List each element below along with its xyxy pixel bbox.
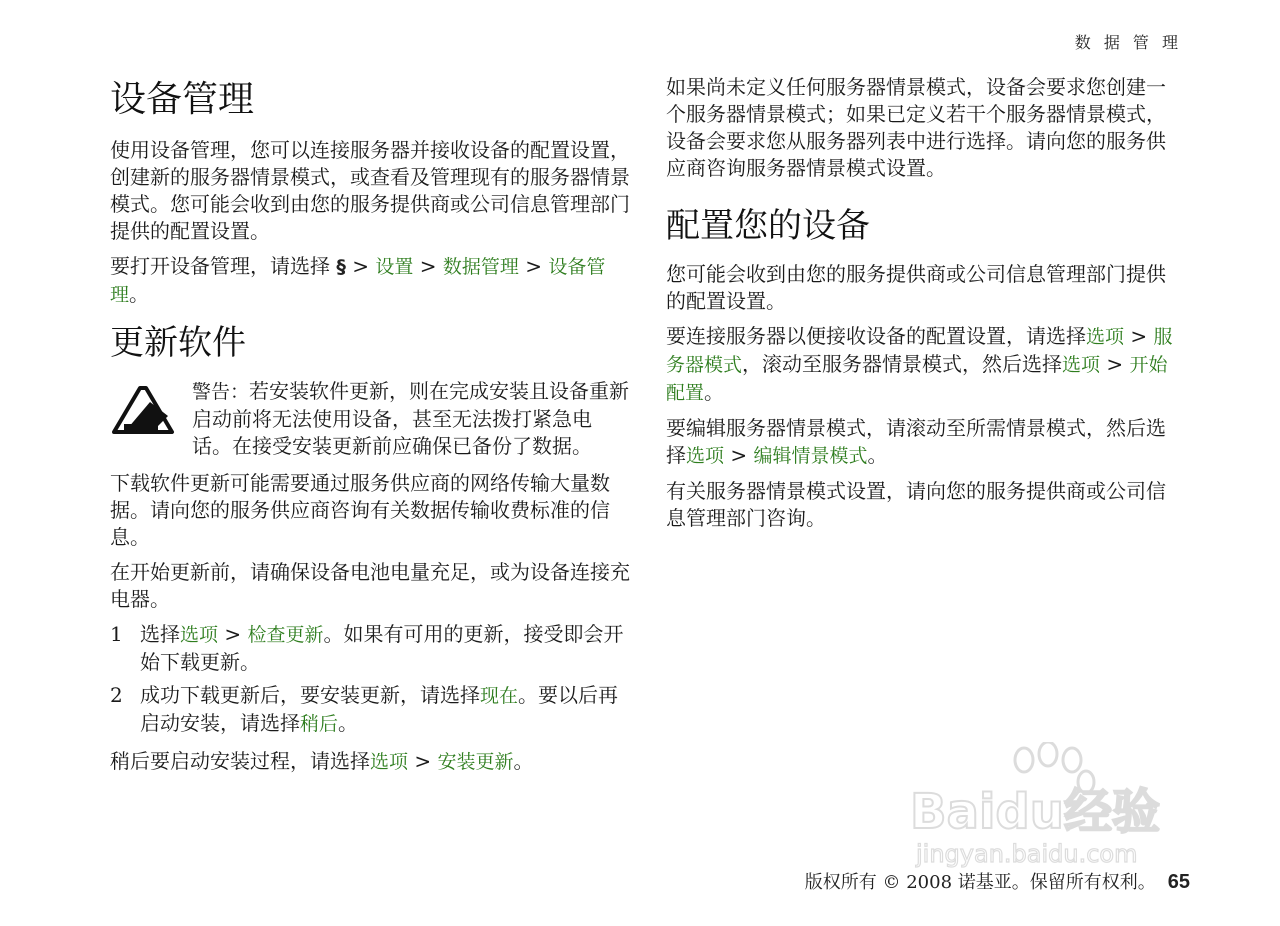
menu-edit-profile: 编辑情景模式 <box>753 444 868 467</box>
text-prefix: 稍后要启动安装过程，请选择 <box>110 748 370 773</box>
menu-options: 选项 <box>1086 325 1125 348</box>
list-item <box>110 621 630 676</box>
copyright-text: 版权所有 © 2008 诺基亚。保留所有权利。 <box>804 872 1156 893</box>
menu-device-manager: 设备管理 <box>110 256 606 307</box>
right-column <box>666 74 1178 540</box>
menu-settings: 设置 <box>375 256 414 279</box>
step-suffix: 。 <box>338 710 359 735</box>
watermark-logo: Baidu经验 <box>910 784 1160 840</box>
warning-triangle-icon <box>110 378 180 460</box>
warning-paragraph <box>192 378 630 460</box>
warning-body: 若安装软件更新，则在完成安装且设备重新启动前将无法使用设备，甚至无法拨打紧急电话。在接受安装更新前应确保已备份了数据。 <box>192 378 630 458</box>
running-head: 数 据 管 理 <box>1074 33 1182 52</box>
separator: > <box>1106 351 1124 376</box>
separator: > <box>419 254 437 279</box>
menu-options: 选项 <box>686 444 725 467</box>
step-prefix: 选择 <box>140 621 180 646</box>
device-manager-intro: 使用设备管理，您可以连接服务器并接收设备的配置设置，创建新的服务器情景模式，或查看及管理现有的服务器情景模式。您可能会收到由您的服务提供商或公司信息管理部门提供的配置设置。 <box>110 138 630 244</box>
config-settings-note: 您可能会收到由您的服务提供商或公司信息管理部门提供的配置设置。 <box>666 261 1166 313</box>
period: 。 <box>129 282 150 307</box>
warning-block <box>110 378 630 460</box>
menu-options: 选项 <box>1062 353 1101 376</box>
menu-server-profiles: 服务器模式 <box>666 325 1173 376</box>
separator: > <box>414 748 432 773</box>
settings-icon: § <box>336 256 346 279</box>
server-profile-note: 如果尚未定义任何服务器情景模式，设备会要求您创建一个服务器情景模式；如果已定义若干个服务器情景模式，设备会要求您从服务器列表中进行选择。请向您的服务供应商咨询服务器情景模式设置。 <box>666 75 1166 180</box>
section-title-update-software: 更新软件 <box>110 323 246 364</box>
step-number: 2 <box>110 682 123 707</box>
device-manager-path <box>110 253 630 309</box>
separator: > <box>1130 323 1148 348</box>
list-item <box>110 682 630 738</box>
separator: > <box>730 442 748 467</box>
step-text <box>140 621 630 676</box>
menu-now: 现在 <box>480 684 519 707</box>
step-middle: 。要以后再启动安装，请选择 <box>140 682 619 735</box>
menu-later: 稍后 <box>300 712 339 735</box>
period: 。 <box>513 748 534 773</box>
watermark-url: jingyan.baidu.com <box>916 840 1138 868</box>
edit-profile-instructions <box>666 415 1178 470</box>
section-title-device-manager: 设备管理 <box>110 79 255 120</box>
left-column <box>110 70 630 784</box>
connect-server-instructions <box>666 323 1178 407</box>
text-prefix: 要编辑服务器情景模式，请滚动至所需情景模式，然后选择 <box>666 415 1166 467</box>
menu-options: 选项 <box>370 750 409 773</box>
start-install-later <box>110 748 630 776</box>
step-text <box>140 682 630 738</box>
menu-start-configuration: 开始配置 <box>666 353 1168 404</box>
separator: > <box>224 621 242 646</box>
contact-provider-note: 有关服务器情景模式设置，请向您的服务提供商或公司信息管理部门咨询。 <box>666 478 1166 530</box>
battery-note: 在开始更新前，请确保设备电池电量充足，或为设备连接充电器。 <box>110 559 630 611</box>
section-title-configure-device: 配置您的设备 <box>666 206 870 246</box>
update-steps <box>110 621 630 738</box>
text-prefix: 要连接服务器以便接收设备的配置设置，请选择 <box>666 323 1086 348</box>
menu-check-updates: 检查更新 <box>247 623 324 646</box>
period: 。 <box>704 379 725 404</box>
page-number: 65 <box>1167 871 1190 893</box>
separator: > <box>352 254 369 279</box>
warning-label: 警告： <box>192 380 250 403</box>
text-middle: ，滚动至服务器情景模式，然后选择 <box>742 351 1063 376</box>
menu-options: 选项 <box>180 623 219 646</box>
page-footer <box>805 868 1190 894</box>
download-data-note: 下载软件更新可能需要通过服务供应商的网络传输大量数据。请向您的服务供应商咨询有关数据传输收费标准的信息。 <box>110 470 610 549</box>
step-prefix: 成功下载更新后，要安装更新，请选择 <box>140 682 480 707</box>
menu-install-update: 安装更新 <box>437 750 514 773</box>
separator: > <box>525 254 542 279</box>
path-prefix: 要打开设备管理，请选择 <box>110 254 330 279</box>
menu-data-management: 数据管理 <box>442 256 519 279</box>
step-suffix: 。如果有可用的更新，接受即会开始下载更新。 <box>140 621 624 674</box>
step-number: 1 <box>110 621 123 646</box>
period: 。 <box>867 442 888 467</box>
warning-text <box>192 378 630 460</box>
baidu-watermark <box>906 742 1206 872</box>
